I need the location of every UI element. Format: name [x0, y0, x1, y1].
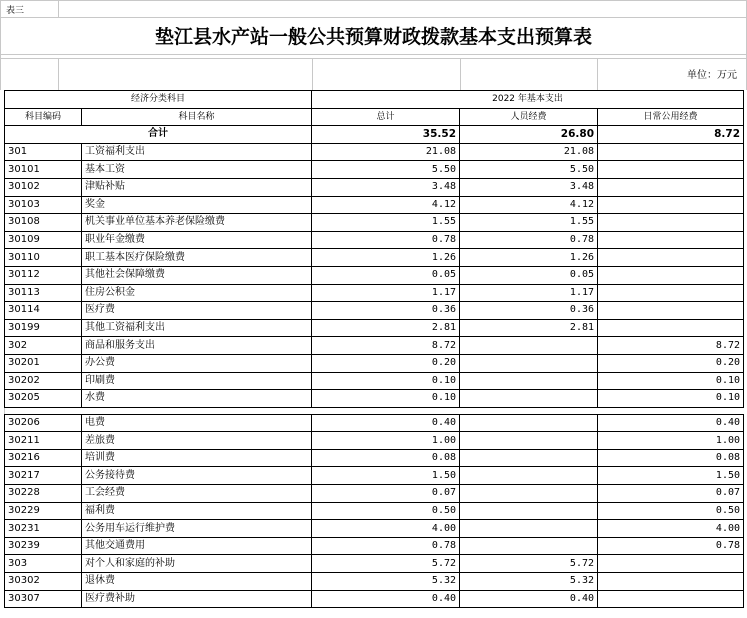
row-name: 公务用车运行维护费 — [82, 520, 312, 538]
row-total: 5.50 — [312, 161, 460, 179]
row-personnel: 1.26 — [460, 249, 598, 267]
row-code: 30113 — [5, 284, 82, 302]
row-name: 对个人和家庭的补助 — [82, 555, 312, 573]
row-total: 0.78 — [312, 231, 460, 249]
row-total: 4.12 — [312, 196, 460, 214]
row-personnel: 1.17 — [460, 284, 598, 302]
row-public: 0.07 — [598, 485, 744, 503]
total-column-header: 总计 — [312, 108, 460, 126]
row-public: 0.40 — [598, 414, 744, 432]
row-public: 0.08 — [598, 449, 744, 467]
table-row — [5, 319, 744, 337]
row-personnel — [460, 467, 598, 485]
table-body-part-1 — [5, 143, 744, 407]
code-column-header: 科目编码 — [5, 108, 82, 126]
table-row — [5, 449, 744, 467]
row-code: 303 — [5, 555, 82, 573]
total-row — [5, 126, 744, 144]
row-personnel — [460, 537, 598, 555]
page-title: 垫江县水产站一般公共预算财政拨款基本支出预算表 — [154, 26, 592, 48]
row-personnel — [460, 520, 598, 538]
table-number: 表三 — [6, 6, 25, 16]
row-code: 30216 — [5, 449, 82, 467]
row-name: 工资福利支出 — [82, 143, 312, 161]
row-name: 住房公积金 — [82, 284, 312, 302]
table-row — [5, 390, 744, 408]
row-personnel — [460, 449, 598, 467]
row-code: 301 — [5, 143, 82, 161]
table-row — [5, 354, 744, 372]
econ-class-header: 经济分类科目 — [5, 91, 312, 109]
row-code: 30231 — [5, 520, 82, 538]
row-name: 公务接待费 — [82, 467, 312, 485]
row-total: 0.08 — [312, 449, 460, 467]
row-code: 30211 — [5, 432, 82, 450]
row-personnel — [460, 372, 598, 390]
header-row-2 — [5, 108, 744, 126]
row-total: 5.32 — [312, 573, 460, 591]
row-public — [598, 555, 744, 573]
table-row — [5, 555, 744, 573]
row-public — [598, 266, 744, 284]
row-code: 30307 — [5, 590, 82, 608]
row-total: 21.08 — [312, 143, 460, 161]
row-total: 0.07 — [312, 485, 460, 503]
row-code: 30205 — [5, 390, 82, 408]
row-public: 8.72 — [598, 337, 744, 355]
row-total: 0.50 — [312, 502, 460, 520]
row-total: 1.50 — [312, 467, 460, 485]
row-name: 福利费 — [82, 502, 312, 520]
row-name: 工会经费 — [82, 485, 312, 503]
row-public: 0.10 — [598, 372, 744, 390]
row-personnel: 3.48 — [460, 178, 598, 196]
total-amount: 35.52 — [312, 126, 460, 144]
row-code: 302 — [5, 337, 82, 355]
row-name: 机关事业单位基本养老保险缴费 — [82, 214, 312, 232]
row-personnel — [460, 432, 598, 450]
row-code: 30110 — [5, 249, 82, 267]
row-public — [598, 231, 744, 249]
row-public — [598, 319, 744, 337]
budget-table — [4, 90, 744, 608]
table-row — [5, 485, 744, 503]
row-public — [598, 161, 744, 179]
row-name: 退休费 — [82, 573, 312, 591]
row-name: 职业年金缴费 — [82, 231, 312, 249]
table-row — [5, 537, 744, 555]
row-total: 1.26 — [312, 249, 460, 267]
table-row — [5, 266, 744, 284]
row-code: 30112 — [5, 266, 82, 284]
row-personnel: 21.08 — [460, 143, 598, 161]
row-name: 商品和服务支出 — [82, 337, 312, 355]
row-code: 30108 — [5, 214, 82, 232]
table-row — [5, 231, 744, 249]
row-code: 30103 — [5, 196, 82, 214]
table-row — [5, 590, 744, 608]
table-row — [5, 196, 744, 214]
row-name: 其他交通费用 — [82, 537, 312, 555]
row-name: 奖金 — [82, 196, 312, 214]
row-total: 1.55 — [312, 214, 460, 232]
row-name: 电费 — [82, 414, 312, 432]
row-total: 4.00 — [312, 520, 460, 538]
row-personnel: 5.50 — [460, 161, 598, 179]
total-personnel: 26.80 — [460, 126, 598, 144]
row-public — [598, 143, 744, 161]
table-row — [5, 214, 744, 232]
row-code: 30102 — [5, 178, 82, 196]
row-name: 医疗费补助 — [82, 590, 312, 608]
total-public: 8.72 — [598, 126, 744, 144]
row-personnel: 1.55 — [460, 214, 598, 232]
table-row — [5, 337, 744, 355]
row-personnel: 0.40 — [460, 590, 598, 608]
row-total: 8.72 — [312, 337, 460, 355]
row-personnel: 0.78 — [460, 231, 598, 249]
row-name: 其他工资福利支出 — [82, 319, 312, 337]
row-code: 30206 — [5, 414, 82, 432]
row-total: 0.20 — [312, 354, 460, 372]
row-code: 30101 — [5, 161, 82, 179]
table-row — [5, 502, 744, 520]
table-row — [5, 414, 744, 432]
row-name: 培训费 — [82, 449, 312, 467]
row-personnel: 5.32 — [460, 573, 598, 591]
row-personnel — [460, 354, 598, 372]
row-code: 30114 — [5, 302, 82, 320]
total-label: 合计 — [5, 126, 312, 144]
row-name: 职工基本医疗保险缴费 — [82, 249, 312, 267]
row-total: 3.48 — [312, 178, 460, 196]
row-public — [598, 590, 744, 608]
row-name: 医疗费 — [82, 302, 312, 320]
table-row — [5, 161, 744, 179]
row-total: 2.81 — [312, 319, 460, 337]
row-total: 0.78 — [312, 537, 460, 555]
table-row — [5, 143, 744, 161]
row-personnel — [460, 502, 598, 520]
row-name: 基本工资 — [82, 161, 312, 179]
table-row — [5, 573, 744, 591]
row-public: 0.10 — [598, 390, 744, 408]
row-public: 0.50 — [598, 502, 744, 520]
row-public: 0.20 — [598, 354, 744, 372]
row-public — [598, 249, 744, 267]
row-personnel: 2.81 — [460, 319, 598, 337]
row-public — [598, 214, 744, 232]
row-name: 水费 — [82, 390, 312, 408]
row-public — [598, 302, 744, 320]
row-personnel: 0.05 — [460, 266, 598, 284]
row-total: 0.40 — [312, 414, 460, 432]
row-code: 30217 — [5, 467, 82, 485]
table-row — [5, 284, 744, 302]
row-personnel: 0.36 — [460, 302, 598, 320]
row-total: 1.00 — [312, 432, 460, 450]
row-code: 30302 — [5, 573, 82, 591]
table-row — [5, 520, 744, 538]
row-code: 30201 — [5, 354, 82, 372]
table-row — [5, 372, 744, 390]
row-public: 4.00 — [598, 520, 744, 538]
row-code: 30202 — [5, 372, 82, 390]
row-total: 0.05 — [312, 266, 460, 284]
header-row-1 — [5, 91, 744, 109]
table-row — [5, 467, 744, 485]
row-name: 差旅费 — [82, 432, 312, 450]
row-code: 30199 — [5, 319, 82, 337]
row-total: 0.10 — [312, 372, 460, 390]
row-name: 津贴补贴 — [82, 178, 312, 196]
row-name: 其他社会保障缴费 — [82, 266, 312, 284]
row-public — [598, 284, 744, 302]
row-public: 1.50 — [598, 467, 744, 485]
row-code: 30228 — [5, 485, 82, 503]
unit-label: 单位：万元 — [687, 70, 737, 81]
name-column-header: 科目名称 — [82, 108, 312, 126]
row-public: 0.78 — [598, 537, 744, 555]
table-body-part-2 — [5, 414, 744, 608]
row-total: 0.10 — [312, 390, 460, 408]
row-personnel — [460, 485, 598, 503]
table-row — [5, 178, 744, 196]
row-public — [598, 573, 744, 591]
public-column-header: 日常公用经费 — [598, 108, 744, 126]
row-name: 印刷费 — [82, 372, 312, 390]
table-row — [5, 432, 744, 450]
row-personnel — [460, 390, 598, 408]
row-personnel: 4.12 — [460, 196, 598, 214]
page-break-gap — [5, 407, 744, 414]
row-public — [598, 196, 744, 214]
row-total: 0.36 — [312, 302, 460, 320]
row-public: 1.00 — [598, 432, 744, 450]
row-total: 1.17 — [312, 284, 460, 302]
row-name: 办公费 — [82, 354, 312, 372]
row-code: 30239 — [5, 537, 82, 555]
personnel-column-header: 人员经费 — [460, 108, 598, 126]
row-personnel — [460, 414, 598, 432]
row-personnel — [460, 337, 598, 355]
table-row — [5, 302, 744, 320]
row-code: 30109 — [5, 231, 82, 249]
row-personnel: 5.72 — [460, 555, 598, 573]
row-code: 30229 — [5, 502, 82, 520]
year-expense-header: 2022 年基本支出 — [312, 91, 744, 109]
row-public — [598, 178, 744, 196]
table-row — [5, 249, 744, 267]
row-total: 5.72 — [312, 555, 460, 573]
row-total: 0.40 — [312, 590, 460, 608]
